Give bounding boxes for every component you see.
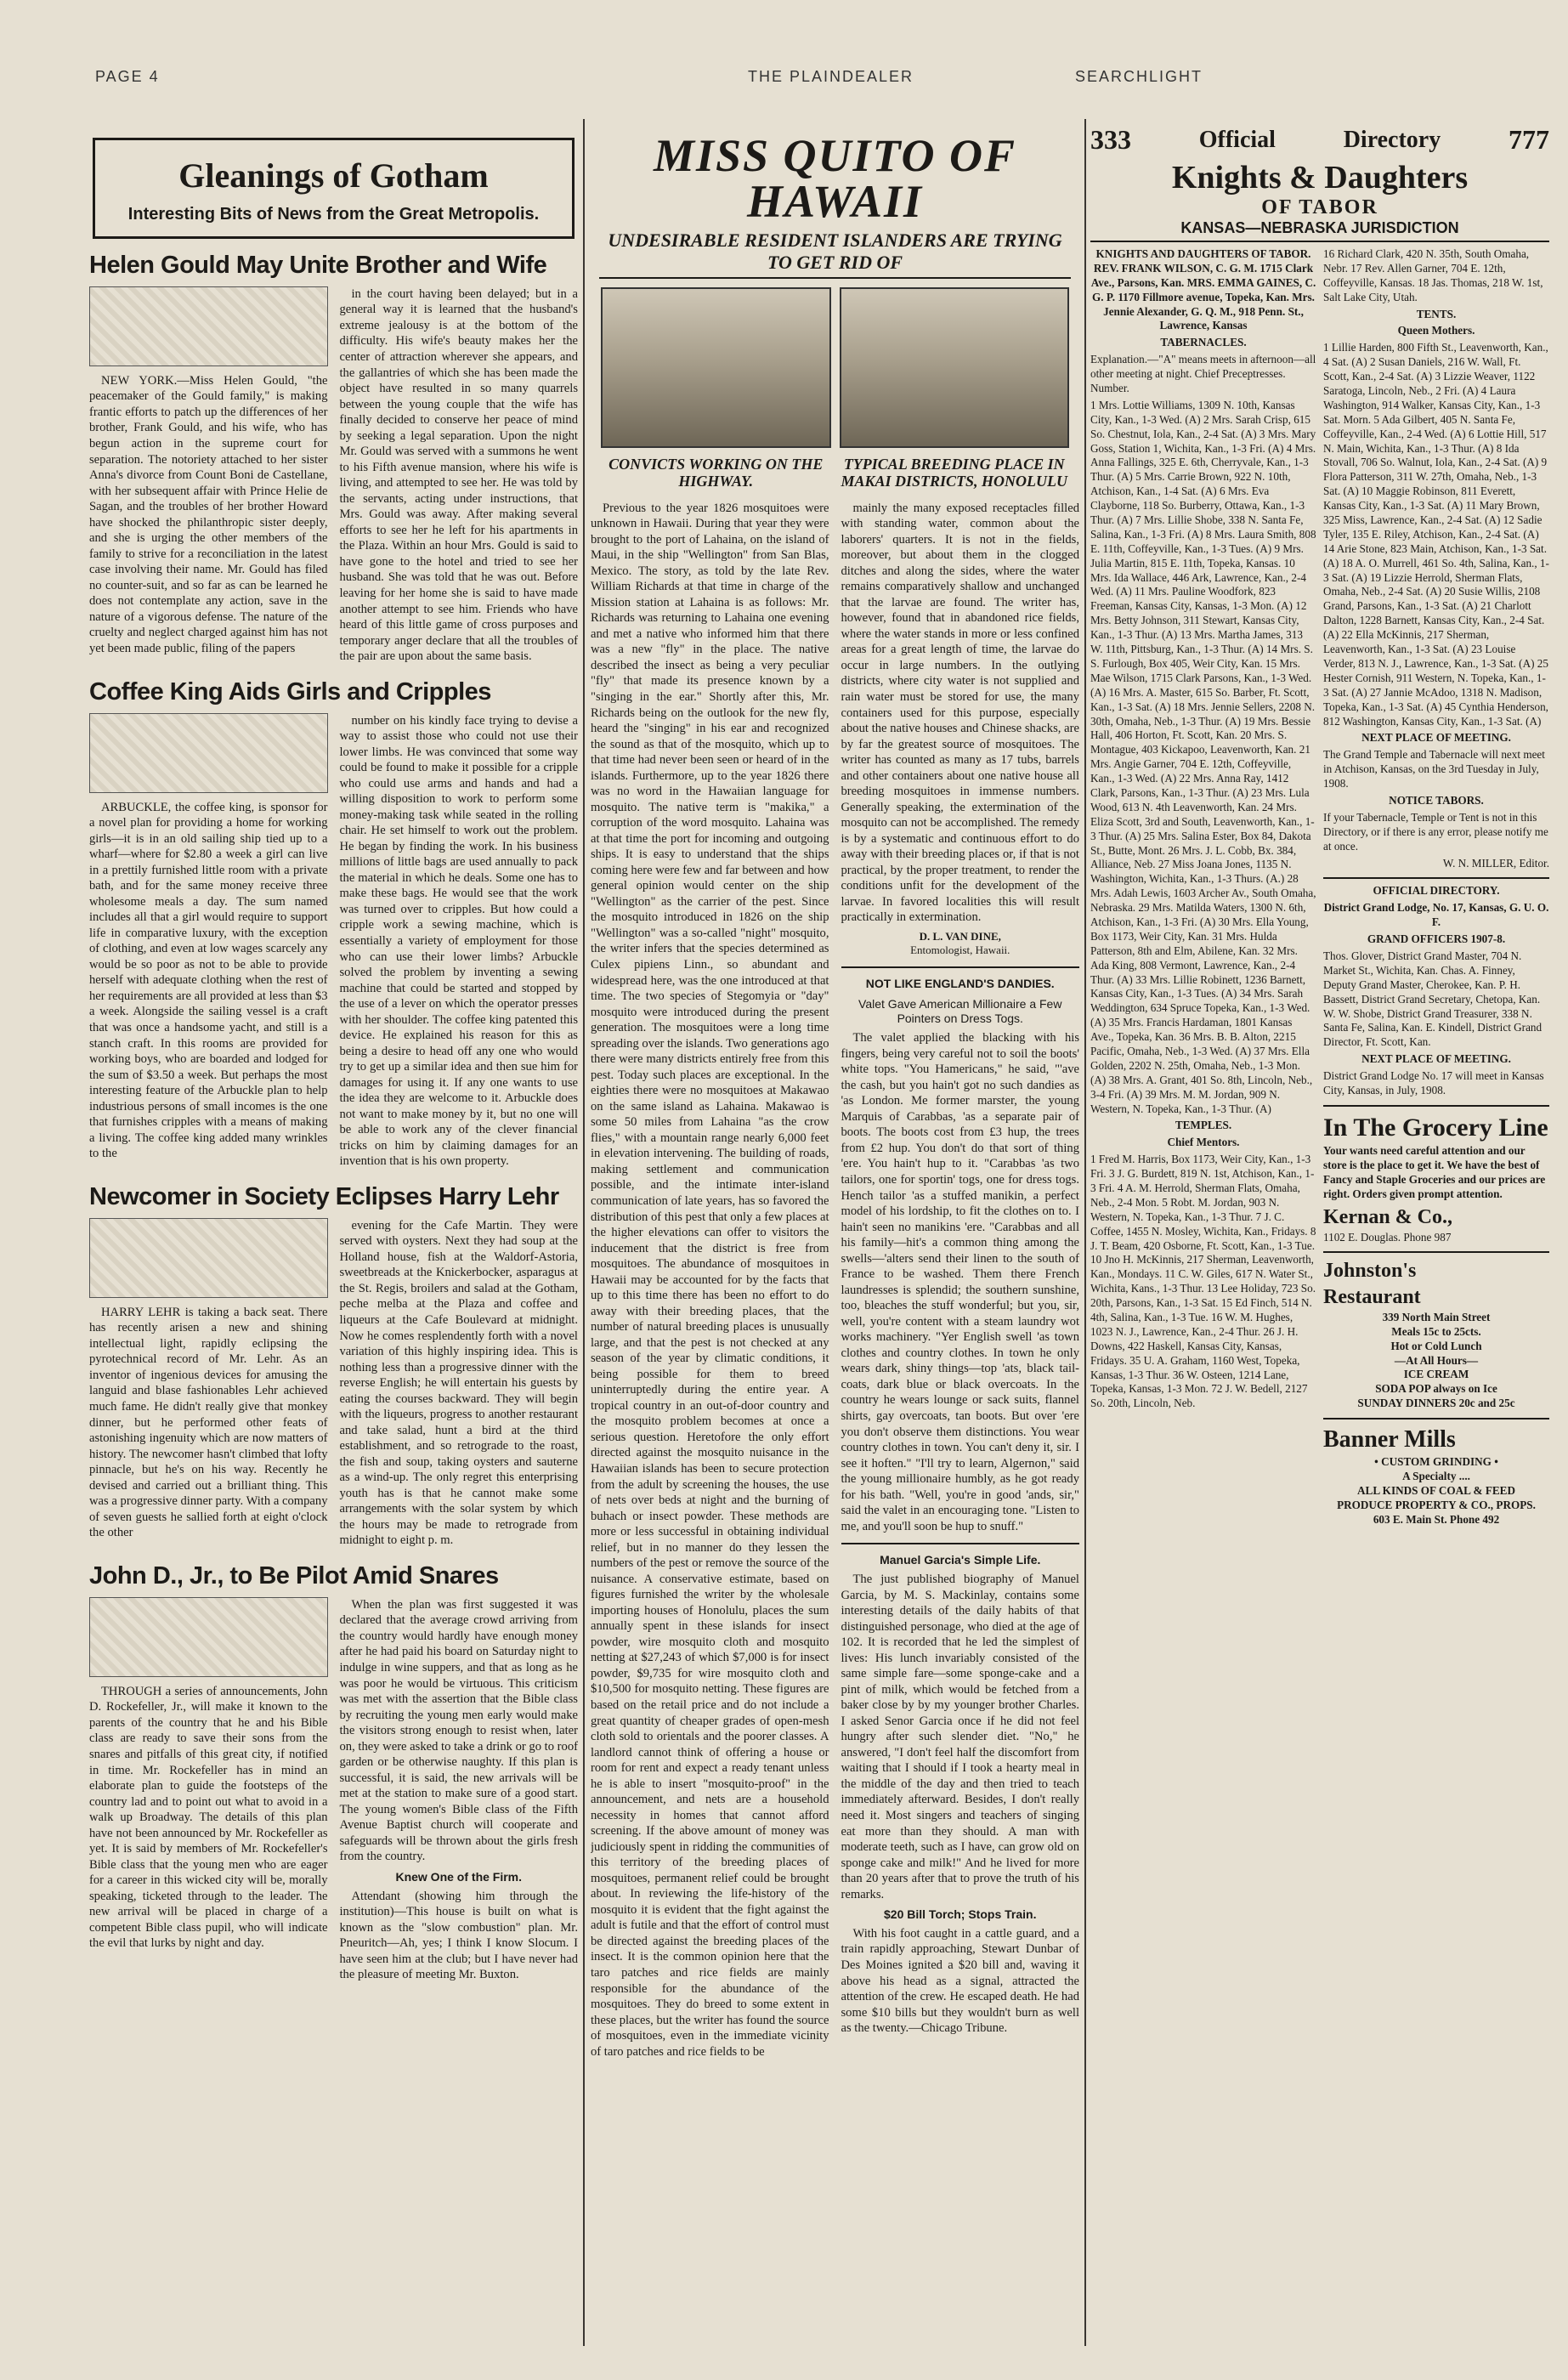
gu-lodge: District Grand Lodge, No. 17, Kansas, G. U. O. F. — [1323, 901, 1549, 929]
tents-sub: Queen Mothers. — [1397, 324, 1475, 337]
next-place: The Grand Temple and Tabernacle will next meet in Atchison, Kansas, on the 3rd Tuesday in July, 1908. — [1323, 748, 1545, 790]
article-text: HARRY LEHR is taking a back seat. There has recently arisen a new and shining intellectual light, rapidly eclipsing the pyrotechnical record of Mr. Lehr. As an inventor of ingenious devices for amusing the languid and blase fashionables Lehr achieved much fame. He didn't really give that monkey dinner, but he performed other feats of astonishing ingenuity which are now matters of history. The newcomer hasn't climbed that lofty pinnacle, but he's on his way. Recently he devised and carried out a brilliant thing. This was a progressive dinner party. With a company of seven guests he sallied forth at eight o'clock the other — [89, 1305, 328, 1540]
column-rule — [1084, 119, 1086, 2346]
directory-number-right: 777 — [1508, 128, 1549, 155]
headline-lehr: Newcomer in Society Eclipses Harry Lehr — [89, 1182, 559, 1210]
temples-sub: Chief Mentors. — [1167, 1136, 1240, 1149]
article-text: The valet applied the blacking with his fingers, being very careful not to soil the boots' white tops. "You Hamericans," he said, "'ave the cash, but you hain't got no such dandies as 'as London. Me former marster, the young Marquis of Carabbas, 'as a separate pair of boots. The boots cost from £3 hup, the trees from £2 hup. You don't do that sort of thing 'ere. You hain't hup to it. "Carabbas 'as two tailors, one for sportin' togs, one for dress togs. Hench tailor 'as a stuffed manikin, a perfect model of his lordship, to fit the clothes on to. I hain't seen no manikins 'ere. "Carabbas and all his family—hit's a common thing among the swells—'alters send their linen to the south of France to be washed. Them there French laundresses is splendid; the southern sunshine, too, bleaches the stuff wonderful; but you, sir, well, you're content with a steam laundry wot works machinery. "Yer English swell 'as town clothes and country clothes. In town he only wears dark, shiny things—top 'ats, black tail-coats, dark blue or black overcoats. In the country he wears lounge or sack suits, flannel shirts, gay overcoats, tan boots. But over 'ere you don't observe them distinctions. You wear country clothes in town. You can't deny it, sir. I see it hoften." "I'll try to learn, Algernon," said the young millionaire humbly, as he got ready for his bath. "Well, you're in good 'ands, sir," said the valet in an encouraging tone. "Listen to me, and you'll soon be hup to snuff." — [841, 1031, 1079, 1533]
banner-line: • CUSTOM GRINDING • — [1374, 1454, 1498, 1468]
author-title: Entomologist, Hawaii. — [910, 944, 1010, 957]
johnston-title: Johnston's — [1323, 1260, 1417, 1283]
gotham-box — [93, 138, 575, 239]
illustration-ship — [89, 713, 328, 793]
ad-grocery — [1323, 1105, 1549, 1245]
johnston-line: Meals 15c to 25cts. — [1391, 1324, 1481, 1338]
grand-officers: KNIGHTS AND DAUGHTERS OF TABOR. REV. FRANK WILSON, C. G. M. 1715 Clark Ave., Parsons, Kan. MRS. EMMA GAINES, C. G. P. 1170 Fillmore avenue, Topeka, Kan. Mrs. Jennie Alexander, G. Q. M., 918 Penn. St., Lawrence, Kansas — [1090, 247, 1316, 332]
kernan-name: Kernan & Co., — [1323, 1205, 1452, 1228]
johnston-line: SUNDAY DINNERS 20c and 25c — [1357, 1397, 1515, 1410]
article-text: THROUGH a series of announcements, John D. Rockefeller, Jr., will make it known to the parents of the country that he and his Bible class are ready to save their sons from the snares and pitfalls of this great city, if notified in time. Mr. Rockefeller has in mind an elaborate plan to guide the footsteps of the country lad and to point out what to avoid in a walk up Broadway. The details of this plan have not been announced by Mr. Rockefeller as yet. It is said by members of Mr. Rockefeller's Bible class that the young men who are eager for a career in this wicked city will be, morally speaking, ticketed through to the leader. The new arrival will be placed in charge of a competent Bible class pupil, who will indicate the evil that lurks by night and day. — [89, 1684, 328, 1951]
next-place-head: NEXT PLACE OF MEETING. — [1361, 731, 1511, 745]
banner-line: A Specialty .... — [1402, 1469, 1470, 1482]
caption-right: TYPICAL BREEDING PLACE IN MAKAI DISTRICTS, HONOLULU — [841, 456, 1068, 490]
gu-directory — [1323, 877, 1549, 1097]
directory-listings — [1090, 247, 1549, 1527]
article-text: The just published biography of Manuel Garcia, by M. S. Mackinlay, contains some interesting details of the daily habits of that distinguished personage, who died at the age of 102. It is recorded that he led the simplest of lives: His lunch invariably consisted of the same simple fare—some sponge-cake and a pint of milk, which would be fetched from a baker close by by my younger brother Charles. I asked Senor Garcia once if he did not feel hungry after such slender diet. "No," he answered, "I don't feel half the discomfort from waiting that I should if I took a hearty meal in the middle of the day and then tried to teach immediately afterward. Besides, I don't really need it. Most singers and teachers of singing eat more than they should. A man with moderate teeth, such as I have, can grow old on sponge cake and milk!" And he lived for more than 20 years after that to prove the truth of his remarks. — [841, 1572, 1079, 1901]
notice-signature: W. N. MILLER, Editor. — [1442, 856, 1549, 870]
photo-convicts — [601, 287, 831, 448]
photo-breeding-place — [840, 287, 1070, 448]
headline-dandies: NOT LIKE ENGLAND'S DANDIES. — [865, 976, 1055, 990]
article-text: mainly the many exposed receptacles filled with standing water, common about the laborers' quarters. It is not in the fields, moreover, but about them in the clogged ditches and along the sides, where the water remains comparatively shallow and unchanged that the larvae are found. The writer has, however, found that in abandoned rice fields, where the water stands in more or less confined areas for a great length of time, the larvae do occur in large numbers. In the outlying districts, where city water is not supplied and rain water must be stored for use, the many containers used for this purpose, especially about the native houses and Chinese shacks, are by far the greatest source of mosquitoes. The writer has counted as many as 17 tubs, barrels and other containers about one native house all breeding mosquitoes in immense numbers. Generally speaking, the extermination of the mosquito can not be accomplished. The remedy is by a systematic and continuous effort to do away with their breeding places or, if that is not practical, by the proper treatment, to render the conditions unfit for the development of the larvae. In favored localities this will result practically in extermination. — [841, 501, 1079, 925]
headline-arbuckle: Coffee King Aids Girls and Cripples — [89, 677, 491, 706]
article-text: With his foot caught in a cattle guard, and a train rapidly approaching, Stewart Dunbar of Des Moines ignited a $20 bill and, waving it above his head as a signal, attracted the attention of the crew. He escaped death. He had some $10 bills but they wouldn't burn as well as the twenty.—Chicago Tribune. — [841, 1926, 1079, 2036]
directory-of-tabor: OF TABOR — [1261, 196, 1378, 218]
headline-gould: Helen Gould May Unite Brother and Wife — [89, 252, 547, 279]
gu-next: District Grand Lodge No. 17 will meet in Kansas City, Kansas, in July, 1908. — [1323, 1069, 1544, 1096]
subhead-dandies: Valet Gave American Millionaire a Few Pointers on Dress Togs. — [858, 996, 1062, 1026]
banner-line: 603 E. Main St. Phone 492 — [1373, 1512, 1500, 1526]
gu-next-head: NEXT PLACE OF MEETING. — [1361, 1052, 1511, 1066]
article-text: When the plan was first suggested it was declared that the average crowd arriving from the country would hardly have enough money after he had paid his board on Saturday night to indulge in wine suppers, and that as long as he was poor he would be virtuous. This criticism was met with the assertion that the Bible class by recruiting the young men early would make the visitors strong enough to resist when, later on, they were asked to take a drink or go to roof garden or be otherwise naughty. If this plan is successful, it is said, the new arrivals will be met at the station to make sure of a good start. The young women's Bible class of the Fifth Avenue Baptist church will cooperate and safeguards will be thrown about the girls fresh from the country. — [339, 1597, 578, 1864]
article-arbuckle — [89, 713, 578, 1174]
directory-jurisdiction: KANSAS—NEBRASKA JURISDICTION — [1090, 219, 1549, 242]
tents-head: TENTS. — [1416, 307, 1457, 320]
temples-continued: 16 Richard Clark, 420 N. 35th, South Omaha, Nebr. 17 Rev. Allen Garner, 704 E. 12th, Coffeyville, Kansas. 18 Jas. Thomas, 218 W. 1st, Salt Lake City, Utah. — [1323, 247, 1543, 303]
photo-row — [601, 287, 1069, 448]
article-text: Previous to the year 1826 mosquitoes were unknown in Hawaii. During that year they were brought to the port of Lahaina, on the island of Maui, in the ship "Wellington" from San Blas, Mexico. The story, as told by the late Rev. William Richards at that time in charge of the Mission station at Lahaina is as follows: Mr. Richards was returning to Lahaina one evening and met a native who informed him that there was a new "fly" in the place. The native described the insect as being a very peculiar "fly" that made its presence known by a "singing in the ear." Shortly after this, Mr. Richards being on the outlook for the new fly, heard the "singing" in his ear and recognized the sound as that of the mosquito, which up to that time had never been seen or heard of in the islands. Furthermore, up to the year 1826 there was no word in the Hawaiian language for mosquito. The native term is "makika," a corruption of the word mosquito. Lahaina was at that time the port for incoming and outgoing ships. It is easy to understand that the ships coming here were few and far between and how general opinion would center on the ship "Wellington" as the carrier of the pest. Since the mosquito introduced in 1826 on the ship "Wellington" was a so-called "night" mosquito, the writer infers that the species determined as Culex pipiens Linn., so abundant and widespread here, was the one introduced at that time. The two species of Stegomyia or "day" mosquito were introduced during the present generation. The mosquitoes were a long time spreading over the islands. Two generations ago there were many districts entirely free from this pest. Today such places are exceptional. In the eighties there were no mosquitoes at Makawao on the same island as Lahaina. Makawao is some 50 miles from Lahaina "as the crow flies," with a mountain range nearly 6,000 feet in elevation intervening. The building of roads, making settlement and communication possible, and the intimate inter-island communication of late years, has so favored the distribution of this pest that only a few places at the higher elevations can offer to visitors the inducement that the district is free from mosquitoes. The abundance of mosquitoes in Hawaii may be accounted for by the facts that up to this time there has been no effort to do away with their breeding places, that the number of natural breeding places is unusually large, and that the pest is not checked at any season of the year by climatic conditions, it being possible for them to breed uninterruptedly during the entire year. A tropical country in an out-of-door country and the mosquito problem becomes at once a serious question. Heretofore the only effort directed against the mosquito nuisance in the Hawaiian islands has been to secure protection from the adult by screening the houses, the use of nets over beds at night and the burning of buhach or insect powder. These methods are more or less successful in obtaining individual relief, but in no manner do they lessen the numbers of the pest or remove the source of the nuisance. A conservative estimate, based on figures furnished the writer by the wholesale importing houses of Honolulu, places the sum annually spent in these islands for insect powder, wire mosquito cloth and mosquito netting at $27,243 of which $7,000 is for insect powder, $9,735 for wire mosquito cloth and $10,500 for mosquito netting. These figures are based on the retail price and do not include a great quantity of cheaper grades of open-mesh cloth sold to orientals and the poorer classes. A landlord cannot think of offering a house or room for rent and expect a ready tenant unless he is able to insert "mosquito-proof" in the announcement, and nets are a household necessity in homes that cannot afford screening. If the above amount of money was judiciously spent in ridding the communities of this territory of the breeding places of mosquitoes, permanent relief could be brought about. In reviewing the life-history of the mosquito it is evident that the fight against the adult is futile and that the effort of control must be directed against the breeding places of the insect. It is the common opinion here that the taro patches and rice fields are mainly responsible for the abundance of the mosquitoes. They do breed to some extent in these places, but the writer has found the source of mosquitoes, even in the immediate vicinity of taro patches and rice fields to be — [591, 501, 829, 2059]
grocery-title: In The Grocery Line — [1323, 1113, 1548, 1142]
banner-line: PRODUCE PROPERTY & CO., PROPS. — [1337, 1498, 1536, 1511]
article-text: NEW YORK.—Miss Helen Gould, "the peacemaker of the Gould family," is making frantic efforts to patch up the differences of her brother, Frank Gould, and his wife, who has begun action in the supreme court for separation. The notoriety attached to her sister Anna's divorce from Count Boni de Castellane, with her subsequent affair with Prince Helie de Sagan, and the troubles of her brother Howard have shocked the philanthropic sister deeply, and she is urging the other members of the family to strive for a reconciliation in the latest case involving their name. Mr. Gould has filed no counter-suit, and so far as can be learned he does not contemplate any action, save in the nature of a vigorous defense. The nature of the cruelty and neglect charged against him has not yet been made public, filing of the papers — [89, 373, 328, 655]
banner-line: ALL KINDS OF COAL & FEED — [1357, 1483, 1515, 1497]
column-directory — [1090, 128, 1549, 1527]
tents-list: 1 Lillie Harden, 800 Fifth St., Leavenworth, Kan., 4 Sat. (A) 2 Susan Daniels, 216 W. Wall, Ft. Scott, Kan., 2-4 Sat. (A) 3 Lizzie Weaver, 1122 Saratoga, Lincoln, Neb., 2 Fri. (A) 4 Laura Washington, 914 Walker, Kansas City, Kan., 1-3 Sat. Morn. 5 Ada Gilbert, 405 N. Santa Fe, Coffeyville, Kan., 2-4 Wed. (A) 6 Lottie Hill, 517 N. Main, Wichita, Kan., 1-3 Thur. (A) 8 Ida Stovall, 706 So. Walnut, Iola, Kan., 2-4 Sat. (A) 9 Flora Patterson, 311 W. 27th, Omaha, Neb., 1-3 Sat. (A) 10 Maggie Robinson, 811 Everett, Kansas City, Kan., 1-3 Sat. (A) 11 Mary Brown, 325 Miss, Lawrence, Kan., 2-4 Sat. (A) 12 Sadie Tyler, 135 E. Riley, Atchison, Kan., 2-4 Sat. (A) 14 Arie Stone, 823 Main, Atchison, Kan., 1-3 Sat. (A) 18 A. O. Murrell, 461 So. 4th, Salina, Kan., 1-3 Sat. (A) 19 Lizzie Herrold, Sherman Flats, Omaha, Neb., 2-4 Sat. (A) 20 Susie Willis, 2108 Grand, Parsons, Kan., 1-3 Sat. (A) 21 Charlott Dalton, 1228 Barnett, Kansas City, Kan., 2-4 Sat. (A) 22 Ella McKinnis, 217 Sherman, Leavenworth, Kan., 1-3 Sat. (A) 23 Louise Verder, 813 N. J., Lawrence, Kan., 1-3 Sat. (A) 25 Hester Cornish, 911 Western, N. Topeka, Kan., 1-3 Sat. (A) 27 Jannie McAdoo, 1318 N. Madison, Topeka, Kan., 1-3 Sat. (A) 45 Cynthia Henderson, 812 Washington, Kansas City, Kan., 1-3 Sat. (A) — [1323, 341, 1549, 728]
directory-title: Knights & Daughters — [1171, 160, 1469, 196]
illustration-dove — [89, 286, 328, 366]
author-name: D. L. VAN DINE, — [919, 929, 1001, 943]
illustration-crowd — [89, 1597, 328, 1677]
article-mosquito — [591, 501, 1079, 2065]
directory-header — [1090, 128, 1549, 156]
gotham-subtitle: Interesting Bits of News from the Great Metropolis. — [127, 205, 540, 224]
johnston-line: SODA POP always on Ice — [1375, 1382, 1497, 1396]
kernan-address: 1102 E. Douglas. Phone 987 — [1323, 1230, 1452, 1244]
johnston-line: —At All Hours— — [1394, 1353, 1479, 1367]
directory-word: Directory — [1343, 128, 1441, 153]
notice-text: If your Tabernacle, Temple or Tent is not in this Directory, or if there is any error, please notify me at once. — [1323, 810, 1548, 853]
miss-quito-title: MISS QUITO OF HAWAII — [653, 130, 1017, 227]
caption-left: CONVICTS WORKING ON THE HIGHWAY. — [609, 456, 824, 490]
johnston-line: ICE CREAM — [1403, 1368, 1469, 1381]
gu-officers-head: GRAND OFFICERS 1907-8. — [1367, 932, 1506, 946]
page-number: PAGE 4 — [95, 68, 160, 85]
temples-head: TEMPLES. — [1175, 1119, 1232, 1132]
paper-name: THE PLAINDEALER — [748, 68, 914, 85]
miss-quito-subtitle: UNDESIRABLE RESIDENT ISLANDERS ARE TRYING TO GET RID OF — [599, 230, 1071, 279]
column-gotham — [89, 128, 578, 1987]
tabernacles-intro: Explanation.—"A" means meets in afternoon—all other meeting at night. Chief Preceptresses. Number. — [1090, 353, 1316, 395]
headline-rockefeller: John D., Jr., to Be Pilot Amid Snares — [89, 1561, 499, 1590]
column-rule — [583, 119, 585, 2346]
photo-captions — [601, 456, 1069, 490]
banner-title: Banner Mills — [1323, 1426, 1456, 1454]
article-text: Attendant (showing him through the institution)—This house is built on what is known as the "slow combustion" plan. Mr. Pneuritch—Ah, yes; I think I know Slocum. I have seen him at the club; but I have never had the pleasure of meeting Mr. Buxton. — [339, 1889, 578, 1982]
subhead-firm: Knew One of the Firm. — [395, 1869, 523, 1884]
directory-number-left: 333 — [1090, 128, 1131, 155]
tabernacles-head: TABERNACLES. — [1160, 336, 1247, 349]
headline-garcia: Manuel Garcia's Simple Life. — [880, 1553, 1041, 1567]
article-text: evening for the Cafe Martin. They were served with oysters. Next they had soup at the Holland house, fish at the Waldorf-Astoria, sweetbreads at the Knickerbocker, asparagus at the St. Regis, broilers and salad at the Gotham, peche melba at the Plaza and coffee and liqueurs at the Cafe Boulevard at midnight. Now he comes resplendently forth with a novel variation of this highly inspiring idea. This is nothing less than a progressive dinner with the reverse English; he will entertain his guests by eating the courses backward. They will begin with the liqueurs, progress to another restaurant and take salad, hunt a bird at the third establishment, and so retrograde to the roast, the fish and soup, taking oysters and sauterne as a wind-up. The only regret this enterprising youth has is that he cannot make some arrangements with the solar system by which the hours may be made to retrograde from midnight to eight p. m. — [339, 1218, 578, 1548]
johnston-line: Hot or Cold Lunch — [1390, 1339, 1482, 1352]
paper-name-right: SEARCHLIGHT — [1075, 68, 1203, 85]
headline-torch: $20 Bill Torch; Stops Train. — [884, 1907, 1037, 1922]
johnston-line: 339 North Main Street — [1382, 1310, 1491, 1323]
article-text: in the court having been delayed; but in a general way it is learned that the husband's extreme jealousy is at the bottom of the difficulty. His wife's beauty makes her the center of attraction wherever she appears, and the gallantries of which she has been made the object have resulted in so many quarrels between the young couple that the wife has finally decided to conserve her peace of mind by seeking a legal separation. Upon the night Mr. Gould was served with a summons he went to his Fifth avenue mansion, where his wife is living, and attempted to see her. He was told by the servants, acting under instructions, that Mrs. Gould was away. After making several efforts to see her he left for his apartments in the Plaza. Within an hour Mrs. Gould is said to have gone to the hotel and tried to see her husband. She was told that he was out. Before leaving for her home she is said to have made another attempt to see him. Friends who have heard of this little game of cross purposes and temporary anger declare that all the troubles of the pair are upon about the same basis. — [339, 286, 578, 664]
article-rockefeller — [89, 1597, 578, 1987]
ad-banner-mills — [1323, 1418, 1549, 1527]
article-gould — [89, 286, 578, 669]
gu-officers: Thos. Glover, District Grand Master, 704 N. Market St., Wichita, Kan. Chas. A. Finney, Deputy Grand Master, Cherokee, Kan. P. H. Bassett, District Grand Secretary, Chetopa, Kan. W. W. Shobe, District Grand Treasurer, 338 N. Santa Fe, Salina, Kan. E. Kindell, District Grand Director, Ft. Scott, Kan. — [1323, 949, 1543, 1049]
column-hawaii — [591, 128, 1079, 2064]
article-text: number on his kindly face trying to devise a way to assist those who could not use their lower limbs. He was convinced that some way could be found to make it possible for a cripple who could use arms and hands and had a willing disposition to work to perform some money-making task while seated in the rolling chair. He set himself to work out the problem. He began by finding the work. In his business millions of little bags are used annually to pack the material in which he deals. Some one has to make these bags. He would see that the work was turned over to cripples. But how could a cripple work a sewing machine, which is essentially a variety of employment for those who can use their lower limbs? Arbuckle solved the problem by inventing a sewing machine that could be started and stopped by the use of a lever on which the operator presses with her shoulder. The coffee king patented this device. He explained his reason for this as being a desire to head off any one who would try to get up a similar idea and then sue him for damages for using it. If any one wants to use the idea they are welcome to it. Arbuckle does not want to make money by it, but no one will be able to work any of the clever financial tricks on him by claiming damages for an invention that is his own property. — [339, 713, 578, 1169]
tabernacles-list: 1 Mrs. Lottie Williams, 1309 N. 10th, Kansas City, Kan., 1-3 Wed. (A) 2 Mrs. Sarah Crisp, 615 So. Chestnut, Iola, Kan., 2-4 Sat. (A) 3 Mrs. Mary Goss, Station 1, Wichita, Kan., 1-3 Fri. (A) 4 Mrs. Anna Fallings, 325 E. 6th, Cherryvale, Kan., 1-3 Thur. (A) 5 Mrs. Carrie Brown, 922 N. 10th, Atchison, Kan., 1-4 Sat. (A) 6 Mrs. Eva Clayborne, 118 So. Burberry, Ottawa, Kan., 1-3 Thur. (A) 7 Mrs. Lillie Shobe, 338 N. Santa Fe, Salina, Kan., 1-3 Fri. (A) 8 Mrs. Laura Smith, 808 E. 11th, Coffeyville, Kan., 1-3 Tues. (A) 9 Mrs. Julia Martin, 815 E. 11th, Topeka, Kansas. 10 Mrs. Ida Wallace, 446 Ark, Lawrence, Kan., 2-4 Wed. (A) 11 Mrs. Pauline Woodfork, 823 Freeman, Kansas City, Kansas, 1-3 Mon. (A) 12 Mrs. Betty Johnson, 311 Stewart, Kansas City, Kan., 1-3 Thur. (A) 13 Mrs. Martha James, 313 W. 11th, Pittsburg, Kan., 1-3 Thur. (A) 14 Mrs. S. S. Furlough, Box 405, Weir City, Kan. 15 Mrs. Mae Wilson, 1715 Clark Parsons, Kan., 1-3 Wed. (A) 16 Mrs. A. Master, 615 So. Barber, Ft. Scott, Kan., 1-3 Sat. (A) 18 Mrs. Jennie Sellers, 2208 N. 30th, Omaha, Neb., 1-3 Thur. (A) 19 Mrs. Bessie Hall, 406 Horton, Ft. Scott, Kan. 20 Mrs. S. Montague, 403 Kickapoo, Leavenworth, Kan. 21 Mrs. Angie Garner, 704 E. 12th, Coffeyville, Kan., 1-3 Wed. (A) 22 Mrs. Anna Ray, 1412 Clark, Parsons, Kan., 1-3 Thur. (A) 23 Mrs. Lula Wood, 613 N. 4th Leavenworth, Kan. 24 Mrs. Eliza Scott, 3rd and South, Leavenworth, Kan., 1-3 Thur. (A) 25 Mrs. Salina Ester, Box 84, Dakota St., Butte, Mont. 26 Mrs. J. L. Cobb, Bx. 384, Alliance, Neb. 27 Miss Joana Jones, 1135 N. Washington, Wichita, Kan., 1-3 Thurs. (A.) 28 Mrs. Adah Lewis, 1603 Archer Av., South Omaha, Nebraska. 29 Mrs. Matilda Waters, 1300 N. 6th, Atchison, Kan., 1-3 Fri. (A) 30 Mrs. Ella Young, Box 1173, Weir City, Kan. 31 Mrs. Hulda Patterson, 8th and Elm, Abilene, Kan. 32 Mrs. Ada King, 808 Vermont, Lawrence, Kan., 2-4 Thur. (A) 33 Mrs. Lillie Robinett, 1236 Barnett, Kansas City, Kan., 1-3 Tues. (A) 34 Mrs. Sarah Weddington, 634 Spruce Topeka, Kan., 1-3 Wed. (A) 35 Mrs. Francis Hardaman, 1801 Kansas Ave., Topeka, Kan. 36 Mrs. B. B. Alton, 2215 Pacific, Omaha, Neb., 1-3 Wed. (A) 37 Mrs. Ella Golden, 2202 N. 25th, Omaha, Neb., 1-3 Mon. (A) 38 Mrs. A. Grant, 401 So. 8th, Lincoln, Neb., 3-4 Fri. (A) 39 Mrs. M. M. Jordan, 909 N. Western, N. Topeka, Kan., 1-3 Thur. (A) — [1090, 398, 1316, 1115]
gotham-title: Gleanings of Gotham — [178, 156, 489, 195]
notice-head: NOTICE TABORS. — [1389, 793, 1484, 807]
temples-list: 1 Fred M. Harris, Box 1173, Weir City, Kan., 1-3 Fri. 3 J. G. Burdett, 819 N. 1st, Atchison, Kan., 1-3 Fri. 4 A. M. Herrold, Sherman Flats, Omaha, Neb., 2-4 Mon. 5 Robt. M. Jordan, 903 N. Western, N. Topeka, Kan., 1-3 Thur. 7 J. C. Coffee, 1455 N. Mosley, Wichita, Kan., Fridays. 8 J. T. Beam, 420 Osborne, Ft. Scott, Kan., 1-3 Tue. 10 Jno H. McKinnis, 217 Sherman, Leavenworth, Kan., Mondays. 11 C. W. Giles, 617 N. Water St., Wichita, Kans., 1-3 Thur. 13 Lee Holiday, 723 So. 20th, Parsons, Kan., 1-3 Sat. 15 Ed Finch, 514 N. 4th, Salina, Kan., 1-3 Tue. 16 W. M. Hughes, 1023 N. J., Lawrence, Kan., 2-4 Thur. 26 J. H. Downs, 422 Haskell, Kansas City, Kansas, Fridays. 35 U. A. Graham, 1160 West, Topeka, Kansas, 1-3 Thur. 36 W. Osteen, 1214 Lane, Topeka, Kansas, 1-3 Mon. 72 J. W. Bedell, 2127 So. 20th, Lincoln, Neb. — [1090, 1153, 1316, 1410]
johnston-title-2: Restaurant — [1323, 1286, 1421, 1309]
article-text: ARBUCKLE, the coffee king, is sponsor for a novel plan for providing a home for working girls—it is in an old sailing ship tied up to a wharf—where for $2.80 a week a girl can live in a prettily furnished little room with a private bath, and for the same money receive three wholesome meals a day. The sum named includes all that a girl would require to support life in comparative luxury, with the exception of clothing, and even at low wages scarcely any would be so poor as not to be able to provide herself with adequate clothing when the rest of her requirements are all provided at less than $3 a week. Alongside the sailing vessel is a craft that was once a handsome yacht, and still is a stanch craft. In this rooms are provided for working boys, who are boarded and lodged for the sum of $3.50 a week. But perhaps the most interesting feature of the Arbuckle plan to help industrious persons of small incomes is the one that furnishes cripples with a means of making a living. The coffee king added many wrinkles to the — [89, 800, 328, 1161]
article-lehr — [89, 1218, 578, 1553]
illustration-figures — [89, 1218, 328, 1298]
grocery-body: Your wants need careful attention and our store is the place to get it. We have the best of Fancy and Staple Groceries and our prices are right. Orders given prompt attention. — [1323, 1144, 1546, 1200]
directory-official: Official — [1198, 128, 1276, 153]
ad-johnston — [1323, 1251, 1549, 1411]
gu-head: OFFICIAL DIRECTORY. — [1373, 884, 1500, 898]
